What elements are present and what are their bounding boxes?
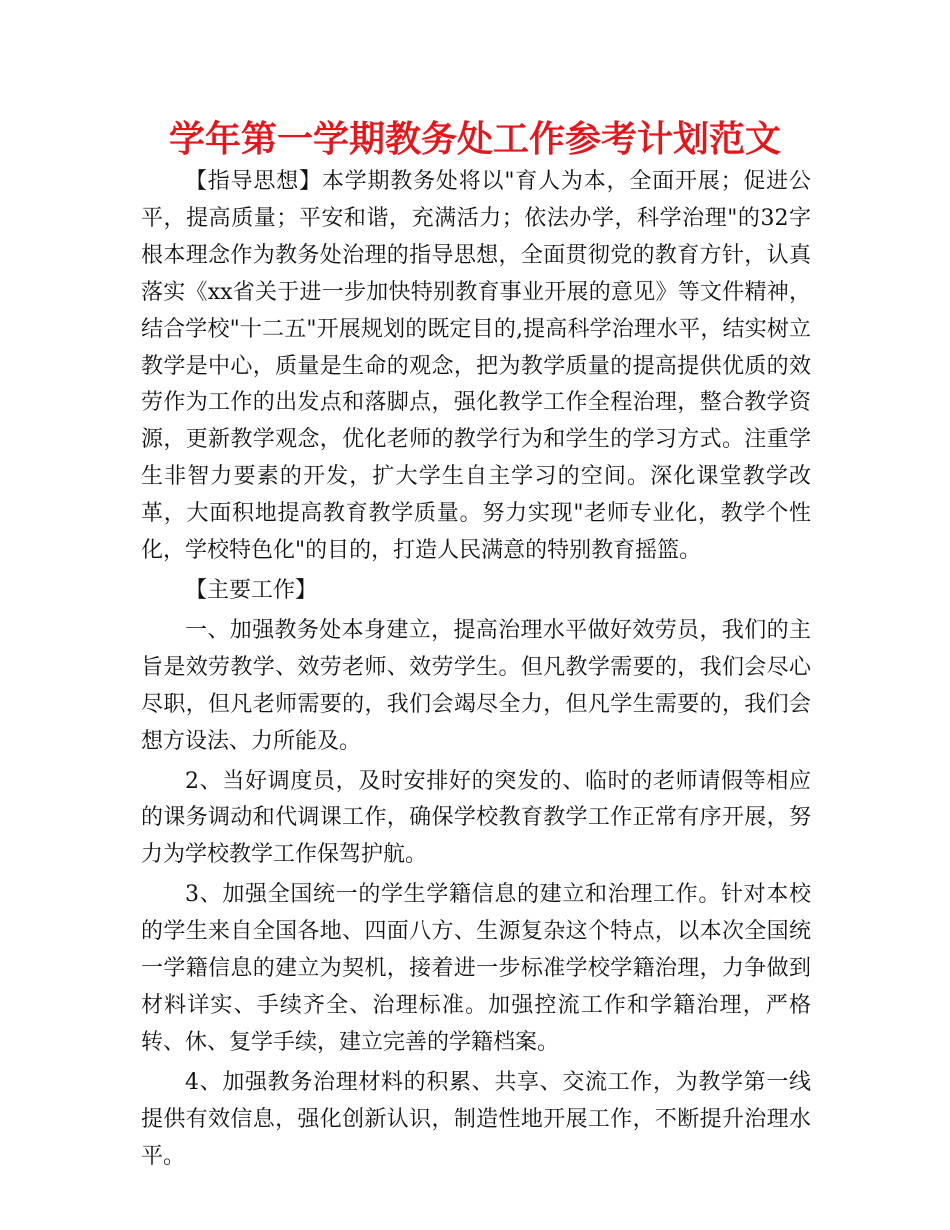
paragraph-item-4: 4、加强教务治理材料的积累、共享、交流工作，为教学第一线提供有效信息，强化创新认识，制造性地开展工作，不断提升治理水平。 bbox=[141, 1069, 811, 1169]
document-body bbox=[141, 164, 811, 1178]
paragraph-item-2: 2、当好调度员，及时安排好的突发的、临时的老师请假等相应的课务调动和代调课工作，确保学校教育教学工作正常有序开展，努力为学校教学工作保驾护航。 bbox=[141, 768, 811, 868]
paragraph-guiding-thought: 【指导思想】本学期教务处将以"育人为本，全面开展；促进公平，提高质量；平安和谐，充满活力；依法办学，科学治理"的32字根本理念作为教务处治理的指导思想，全面贯彻党的教育方针，认真落实《xx省关于进一步加快特别教育事业开展的意见》等文件精神，结合学校"十二五"开展规划的既定目的,提高科学治理水平，结实树立教学是中心，质量是生命的观念，把为教学质量的提高提供优质的效劳作为工作的出发点和落脚点，强化教学工作全程治理，整合教学资源，更新教学观念，优化老师的教学行为和学生的学习方式。注重学生非智力要素的开发，扩大学生自主学习的空间。深化课堂教学改革，大面积地提高教育教学质量。努力实现"老师专业化，教学个性化，学校特色化"的目的，打造人民满意的特别教育摇篮。 bbox=[141, 169, 811, 564]
paragraph-main-work-heading: 【主要工作】 bbox=[185, 577, 318, 603]
document-title: 学年第一学期教务处工作参考计划范文 bbox=[168, 119, 781, 160]
paragraph-item-3: 3、加强全国统一的学生学籍信息的建立和治理工作。针对本校的学生来自全国各地、四面八方、生源复杂这个特点，以本次全国统一学籍信息的建立为契机，接着进一步标准学校学籍治理，力争做到材料详实、手续齐全、治理标准。加强控流工作和学籍治理，严格转、休、复学手续，建立完善的学籍档案。 bbox=[141, 882, 811, 1055]
paragraph-item-1: 一、加强教务处本身建立，提高治理水平做好效劳员，我们的主旨是效劳教学、效劳老师、效劳学生。但凡教学需要的，我们会尽心尽职，但凡老师需要的，我们会竭尽全力，但凡学生需要的，我们会想方设法、力所能及。 bbox=[141, 617, 811, 754]
